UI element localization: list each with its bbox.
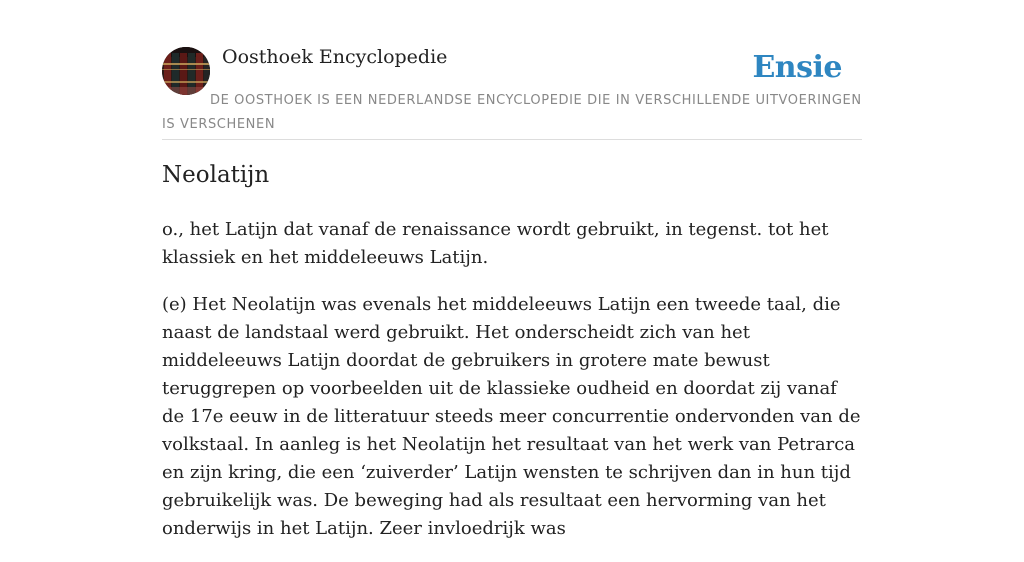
source-tagline: DE OOSTHOEK IS EEN NEDERLANDSE ENCYCLOPEDIE DIE IN VERSCHILLENDE UITVOERINGEN IS VERSCHENEN (162, 93, 862, 132)
book-spines-icon (162, 47, 210, 95)
brand-logo[interactable]: Ensie (752, 50, 842, 85)
article-body (162, 216, 862, 562)
article-paragraph: (e) Het Neolatijn was evenals het middeleeuws Latijn een tweede taal, die naast de landstaal werd gebruikt. Het onderscheidt zich van het middeleeuws Latijn doordat de gebruikers in grotere mate bewust teruggrepen op voorbeelden uit de klassieke oudheid en doordat zij vanaf de 17e eeuw in de litteratuur steeds meer concurrentie ondervonden van de volkstaal. In aanleg is het Neolatijn het resultaat van het werk van Petrarca en zijn kring, die een ‘zuiverder’ Latijn wensten te schrijven dan in hun tijd gebruikelijk was. De beweging had als resultaat een hervorming van het onderwijs in het Latijn. Zeer invloedrijk was (162, 294, 861, 539)
header-divider (162, 139, 862, 140)
avatar[interactable] (162, 47, 210, 95)
header (162, 0, 862, 140)
source-title[interactable]: Oosthoek Encyclopedie (222, 46, 448, 68)
article-title: Neolatijn (162, 162, 270, 188)
article-paragraph: o., het Latijn dat vanaf de renaissance wordt gebruikt, in tegenst. tot het klassiek en het middeleeuws Latijn. (162, 219, 829, 268)
